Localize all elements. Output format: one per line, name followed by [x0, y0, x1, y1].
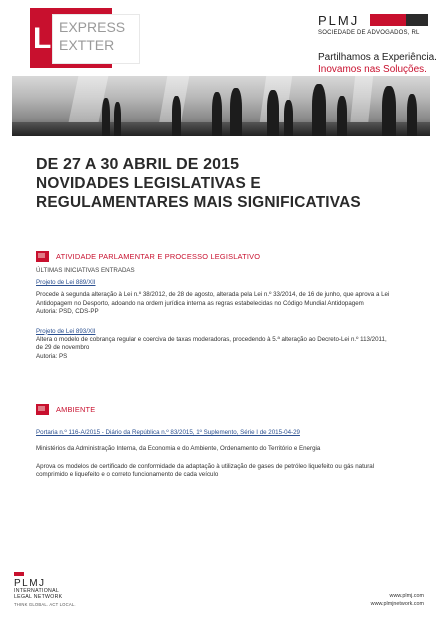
plmj-dark-bar [406, 14, 428, 26]
plmj-subtitle: SOCIEDADE DE ADVOGADOS, RL [318, 30, 420, 36]
plmj-logo [318, 12, 428, 36]
logo-text-express: EXPRESS [59, 19, 126, 35]
section-header [36, 250, 426, 262]
title-date: DE 27 A 30 ABRIL DE 2015 [36, 156, 240, 173]
footer-logo-text: PLMJ [14, 578, 46, 589]
footer-logo-line2: LEGAL NETWORK [14, 593, 63, 600]
bill-description-line: Altera o modelo de cobrança regular e coerciva de taxas moderadoras, procedendo à 5.ª alteração ao Decreto-Lei n.º 113/2011, [36, 335, 387, 343]
title-line-3: REGULAMENTARES MAIS SIGNIFICATIVAS [36, 194, 361, 211]
footer-logo-line1: INTERNATIONAL [14, 588, 60, 594]
footer-logo [14, 578, 94, 607]
bill-description-line: de 29 de novembro [36, 344, 90, 352]
section-title: AMBIENTE [56, 404, 96, 414]
logo-text-exxter: EXTTER [59, 37, 115, 53]
section-header [36, 403, 426, 415]
list-item [36, 279, 426, 316]
section-parliamentary [36, 250, 426, 361]
list-item [36, 328, 426, 361]
ministries-text: Ministérios da Administração Interna, da Economia e do Ambiente, Ordenamento do Território e Energia [36, 445, 321, 453]
ordinance-description-line: Aprova os modelos de certificado de conformidade da adaptação à utilização de gases de petróleo liquefeito ou gás natural [36, 462, 375, 470]
ordinance-description-line: comprimido e liquefeito e o correto funcionamento de cada veículo [36, 471, 219, 479]
bill-description-line: Antidopagem no Desporto, adoando na ordem jurídica interna as regras estabelecidas no Código Mundial Antidopagem [36, 299, 364, 307]
footer-logo-name [14, 578, 94, 589]
footer-slogan: THINK GLOBAL. ACT LOCAL. [14, 601, 76, 607]
section-subheading: ÚLTIMAS INICIATIVAS ENTRADAS [36, 267, 135, 274]
footer-url-plmj[interactable]: www.plmj.com [389, 593, 424, 599]
tagline-solutions: Inovamos nas Soluções. [318, 64, 427, 75]
tagline-experience: Partilhamos a Experiência. [318, 52, 437, 63]
section-environment [36, 403, 426, 479]
plmj-name: PLMJ [318, 13, 360, 28]
section-title: ATIVIDADE PARLAMENTAR E PROCESSO LEGISLATIVO [56, 251, 261, 261]
bill-link-889[interactable]: Projeto de Lei 889/XII [36, 279, 96, 287]
bill-author: Autoria: PS [36, 352, 68, 360]
section-square-icon [36, 404, 49, 415]
page-title [36, 156, 361, 212]
footer-url-network[interactable]: www.plmjnetwork.com [370, 601, 424, 607]
header [0, 0, 438, 140]
bill-author: Autoria: PSD, CDS-PP [36, 308, 99, 316]
bill-description-line: Procede à segunda alteração à Lei n.º 38/2012, de 28 de agosto, alterada pela Lei n.º 33/2014, de 16 de junho, que aprova a Lei [36, 291, 390, 299]
bill-link-893[interactable]: Projeto de Lei 893/XII [36, 327, 96, 335]
ordinance-link[interactable]: Portaria n.º 116-A/2015 - Diário da República n.º 83/2015, 1º Suplemento, Série I de 2015-04-29 [36, 429, 300, 436]
section-square-icon [36, 251, 49, 262]
title-line-2: NOVIDADES LEGISLATIVAS E [36, 175, 261, 192]
footer-red-bar [14, 572, 24, 576]
footer-links [371, 592, 424, 608]
header-photo [12, 76, 430, 136]
logo-white-block [52, 14, 140, 64]
logo-letter-l: L [33, 22, 51, 55]
newsletter-logo [30, 8, 140, 68]
